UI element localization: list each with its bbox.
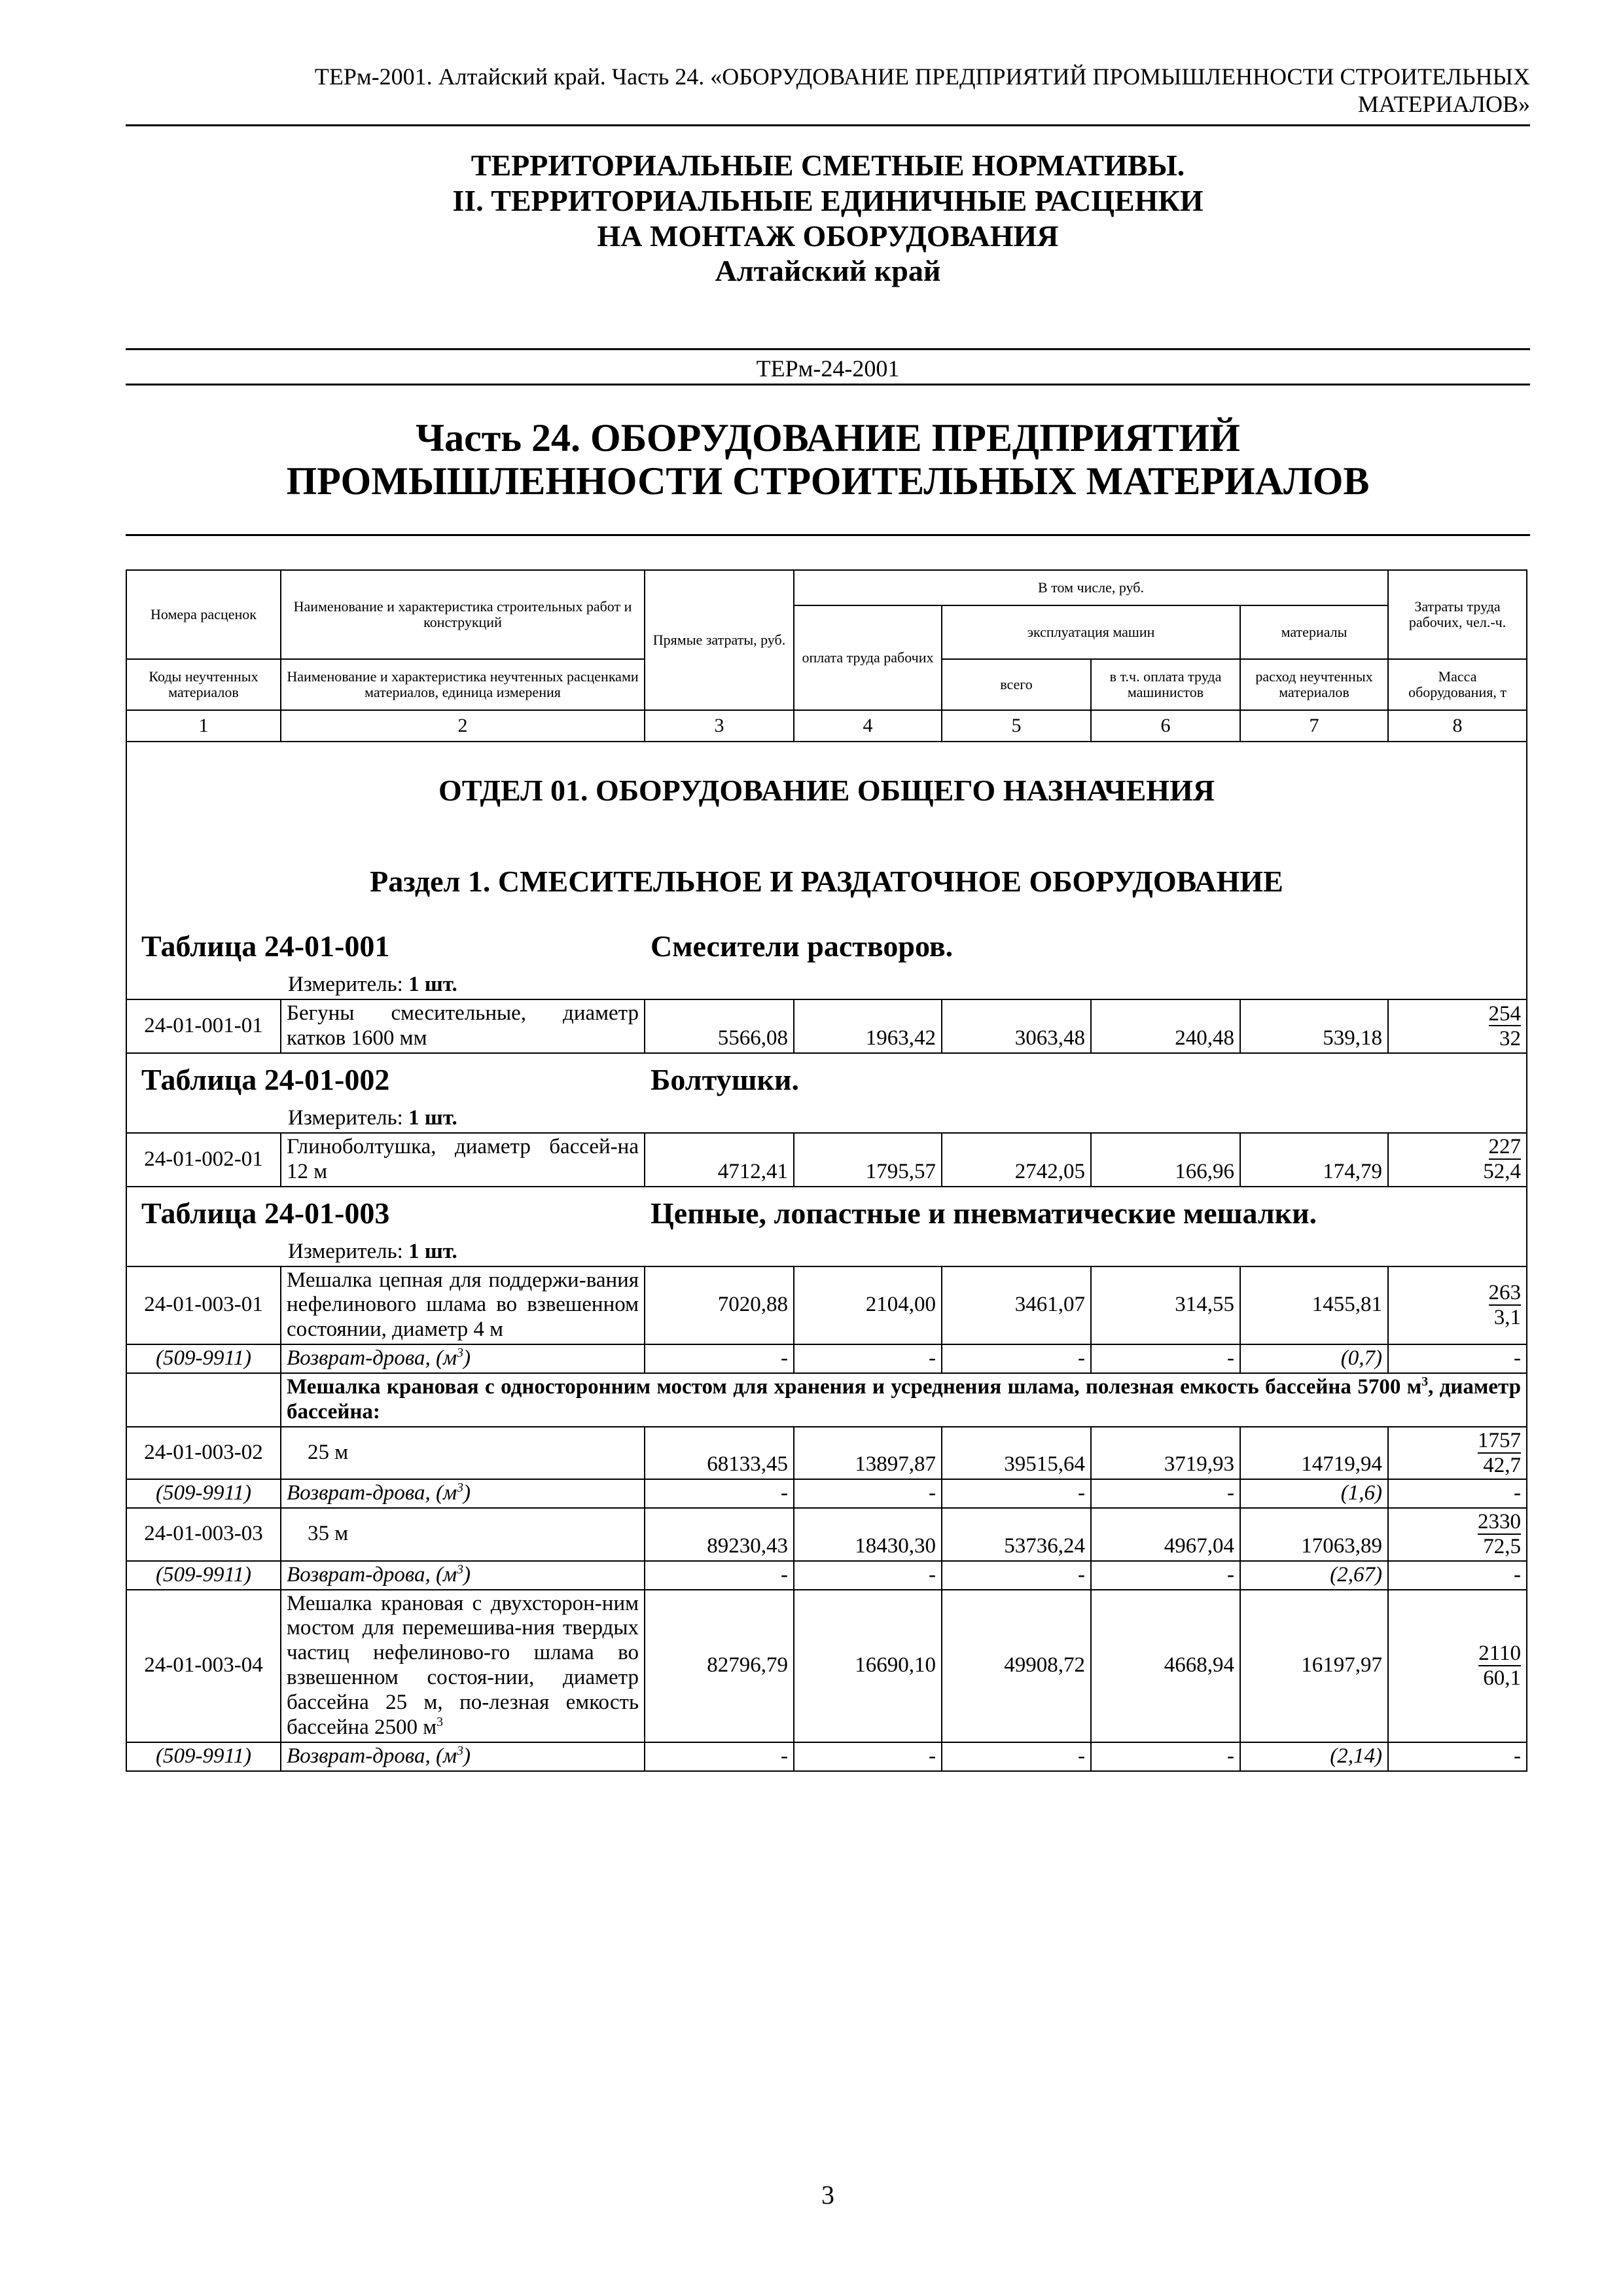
unaccounted-material-row — [126, 1479, 1527, 1508]
running-header-line: ТЕРм-2001. Алтайский край. Часть 24. «ОБОРУДОВАНИЕ ПРЕДПРИЯТИЙ ПРОМЫШЛЕННОСТИ СТРОИТЕЛЬНЫХ — [314, 63, 1530, 90]
header-row — [126, 570, 1527, 605]
direct-costs: 7020,88 — [645, 1266, 794, 1345]
meter-line — [127, 1237, 1526, 1266]
labor-and-mass — [1388, 1133, 1527, 1187]
section-row — [126, 742, 1527, 920]
meter-value: 1 шт. — [408, 972, 457, 996]
dash-cell: - — [1388, 1344, 1527, 1373]
labor-pay: 1963,42 — [794, 999, 942, 1053]
table-number: Таблица 24-01-002 — [141, 1062, 390, 1096]
dash-cell: - — [1091, 1344, 1240, 1373]
table-row — [126, 1590, 1527, 1743]
rate-name: 25 м — [281, 1427, 645, 1479]
table-name: Болтушки. — [651, 1062, 799, 1096]
machinists-pay: 4668,94 — [1091, 1590, 1240, 1743]
direct-costs: 4712,41 — [645, 1133, 794, 1187]
header-rate-numbers: Номера расценок — [126, 570, 281, 659]
dash-cell: - — [942, 1742, 1091, 1771]
table-row — [126, 1133, 1527, 1187]
column-number: 5 — [942, 710, 1091, 742]
page-number: 3 — [821, 2180, 834, 2210]
title-line: НА МОНТАЖ ОБОРУДОВАНИЯ — [597, 219, 1059, 253]
direct-costs: 82796,79 — [645, 1590, 794, 1743]
machines-total: 53736,24 — [942, 1508, 1091, 1560]
document-title — [126, 148, 1530, 289]
labor-and-mass — [1388, 1427, 1527, 1479]
meter-line — [127, 970, 1526, 999]
column-number: 1 — [126, 710, 281, 742]
section-heading — [126, 742, 1527, 920]
table-heading — [126, 1187, 1527, 1266]
rate-code: 24-01-003-01 — [126, 1266, 281, 1345]
table-heading-row — [126, 1187, 1527, 1266]
dash-cell: - — [1388, 1561, 1527, 1590]
rate-code: 24-01-003-02 — [126, 1427, 281, 1479]
material-name: Возврат-дрова, $(м^3)$ — [281, 1561, 645, 1590]
dash-cell: - — [794, 1479, 942, 1508]
labor-hours: 2110 — [1478, 1641, 1522, 1666]
labor-hours: 227 — [1488, 1135, 1522, 1159]
material-consumption: (2,14) — [1240, 1742, 1388, 1771]
dash-cell: - — [1388, 1479, 1527, 1508]
machines-total: 3461,07 — [942, 1266, 1091, 1345]
table-name: Цепные, лопастные и пневматические мешалки. — [651, 1196, 1317, 1230]
machinists-pay: 240,48 — [1091, 999, 1240, 1053]
equipment-mass: 60,1 — [1483, 1666, 1522, 1691]
rate-code: 24-01-001-01 — [126, 999, 281, 1053]
column-number-row — [126, 710, 1527, 742]
empty-cell — [126, 1373, 281, 1427]
table-row — [126, 1266, 1527, 1345]
labor-pay: 18430,30 — [794, 1508, 942, 1560]
header-unaccounted-consumption: расход неучтенных материалов — [1240, 659, 1388, 710]
part-title-line: Часть 24. ОБОРУДОВАНИЕ ПРЕДПРИЯТИЙ — [416, 416, 1240, 459]
labor-and-mass — [1388, 999, 1527, 1053]
material-code: (509-9911) — [126, 1344, 281, 1373]
unaccounted-material-row — [126, 1561, 1527, 1590]
equipment-mass: 52,4 — [1483, 1160, 1522, 1184]
machinists-pay: 3719,93 — [1091, 1427, 1240, 1479]
column-number: 6 — [1091, 710, 1240, 742]
meter-label: Измеритель: — [288, 1105, 403, 1130]
header-including: В том числе, руб. — [794, 570, 1388, 605]
labor-and-mass — [1388, 1590, 1527, 1743]
rates-table — [126, 569, 1527, 1772]
equipment-mass: 32 — [1499, 1026, 1522, 1050]
rate-code: 24-01-003-04 — [126, 1590, 281, 1743]
materials-cost: 16197,97 — [1240, 1590, 1388, 1743]
header-unaccounted-name: Наименование и характеристика неучтенных расценками материалов, единица измерения — [281, 659, 645, 710]
header-labor-pay: оплата труда рабочих — [794, 605, 942, 710]
dash-cell: - — [942, 1561, 1091, 1590]
table-row — [126, 1427, 1527, 1479]
unaccounted-material-row — [126, 1742, 1527, 1771]
title-line: Алтайский край — [715, 254, 941, 288]
table-heading-row — [126, 920, 1527, 999]
header-work-name: Наименование и характеристика строительных работ и конструкций — [281, 570, 645, 659]
material-code: (509-9911) — [126, 1479, 281, 1508]
direct-costs: 68133,45 — [645, 1427, 794, 1479]
machinists-pay: 4967,04 — [1091, 1508, 1240, 1560]
table-row — [126, 999, 1527, 1053]
dash-cell: - — [794, 1561, 942, 1590]
dash-cell: - — [1091, 1742, 1240, 1771]
dash-cell: - — [645, 1561, 794, 1590]
part-title-line: ПРОМЫШЛЕННОСТИ СТРОИТЕЛЬНЫХ МАТЕРИАЛОВ — [286, 459, 1370, 503]
table-heading-row — [126, 1053, 1527, 1133]
materials-cost: 539,18 — [1240, 999, 1388, 1053]
dash-cell: - — [942, 1479, 1091, 1508]
table-heading — [126, 920, 1527, 999]
column-number: 2 — [281, 710, 645, 742]
material-code: (509-9911) — [126, 1561, 281, 1590]
unaccounted-material-row — [126, 1344, 1527, 1373]
direct-costs: 5566,08 — [645, 999, 794, 1053]
equipment-mass: 3,1 — [1493, 1306, 1522, 1330]
meter-label: Измеритель: — [288, 972, 403, 996]
labor-and-mass — [1388, 1266, 1527, 1345]
rate-name: Бегуны смесительные, диаметр катков 1600 мм — [281, 999, 645, 1053]
dash-cell: - — [1091, 1479, 1240, 1508]
dash-cell: - — [645, 1344, 794, 1373]
material-code: (509-9911) — [126, 1742, 281, 1771]
machinists-pay: 314,55 — [1091, 1266, 1240, 1345]
title-line: II. ТЕРРИТОРИАЛЬНЫЕ ЕДИНИЧНЫЕ РАСЦЕНКИ — [452, 183, 1204, 217]
material-consumption: (1,6) — [1240, 1479, 1388, 1508]
header-direct-costs: Прямые затраты, руб. — [645, 570, 794, 710]
materials-cost: 17063,89 — [1240, 1508, 1388, 1560]
title-line: ТЕРРИТОРИАЛЬНЫЕ СМЕТНЫЕ НОРМАТИВЫ. — [471, 149, 1185, 182]
table-number: Таблица 24-01-003 — [141, 1196, 390, 1230]
direct-costs: 89230,43 — [645, 1508, 794, 1560]
otdel-title: ОТДЕЛ 01. ОБОРУДОВАНИЕ ОБЩЕГО НАЗНАЧЕНИЯ — [438, 774, 1215, 807]
rate-name: Мешалка крановая с двухсторон-ним мостом для перемешива-ния твердых частиц нефелиново-го шлама во взвешенном состоя-нии, диаметр бассейна 25 м, по-лезная емкость бассейна 2500 $м^3$ — [281, 1590, 645, 1743]
code-rule-bottom — [126, 384, 1530, 386]
labor-pay: 2104,00 — [794, 1266, 942, 1345]
materials-cost: 14719,94 — [1240, 1427, 1388, 1479]
razdel-title: Раздел 1. СМЕСИТЕЛЬНОЕ И РАЗДАТОЧНОЕ ОБОРУДОВАНИЕ — [370, 864, 1283, 898]
rate-name: 35 м — [281, 1508, 645, 1560]
rate-name: Мешалка цепная для поддержи-вания нефелинового шлама во взвешенном состоянии, диаметр 4 м — [281, 1266, 645, 1345]
dash-cell: - — [794, 1344, 942, 1373]
labor-pay: 13897,87 — [794, 1427, 942, 1479]
labor-hours: 254 — [1488, 1001, 1522, 1026]
code-rule-top — [126, 348, 1530, 350]
labor-pay: 1795,57 — [794, 1133, 942, 1187]
machines-total: 3063,48 — [942, 999, 1091, 1053]
part-title — [126, 416, 1530, 503]
part-title-rule — [126, 534, 1530, 536]
header-materials: материалы — [1240, 605, 1388, 659]
meter-value: 1 шт. — [408, 1105, 457, 1130]
meter-line — [127, 1103, 1526, 1132]
meter-value: 1 шт. — [408, 1239, 457, 1263]
labor-and-mass — [1388, 1508, 1527, 1560]
table-number: Таблица 24-01-001 — [141, 929, 390, 963]
column-number: 7 — [1240, 710, 1388, 742]
labor-hours: 2330 — [1478, 1510, 1522, 1534]
equipment-mass: 42,7 — [1483, 1454, 1522, 1478]
header-machine-operation: эксплуатация машин — [942, 605, 1240, 659]
header-machinist-pay: в т.ч. оплата труда машинистов — [1091, 659, 1240, 710]
dash-cell: - — [1388, 1742, 1527, 1771]
column-number: 8 — [1388, 710, 1527, 742]
document-code: ТЕРм-24-2001 — [756, 355, 900, 382]
dash-cell: - — [942, 1344, 1091, 1373]
header-unaccounted-codes: Коды неучтенных материалов — [126, 659, 281, 710]
equipment-mass: 72,5 — [1483, 1535, 1522, 1559]
meter-label: Измеритель: — [288, 1239, 403, 1263]
rate-code: 24-01-002-01 — [126, 1133, 281, 1187]
machines-total: 2742,05 — [942, 1133, 1091, 1187]
labor-pay: 16690,10 — [794, 1590, 942, 1743]
material-consumption: (0,7) — [1240, 1344, 1388, 1373]
group-heading-row — [126, 1373, 1527, 1427]
column-number: 4 — [794, 710, 942, 742]
table-row — [126, 1508, 1527, 1560]
machines-total: 39515,64 — [942, 1427, 1091, 1479]
header-labor-costs: Затраты труда рабочих, чел.-ч. — [1388, 570, 1527, 659]
rate-code: 24-01-003-03 — [126, 1508, 281, 1560]
dash-cell: - — [1091, 1561, 1240, 1590]
dash-cell: - — [645, 1742, 794, 1771]
material-consumption: (2,67) — [1240, 1561, 1388, 1590]
machinists-pay: 166,96 — [1091, 1133, 1240, 1187]
machines-total: 49908,72 — [942, 1590, 1091, 1743]
header-equipment-mass: Масса оборудования, т — [1388, 659, 1527, 710]
dash-cell: - — [794, 1742, 942, 1771]
table-heading — [126, 1053, 1527, 1133]
running-header — [126, 63, 1530, 118]
table-name: Смесители растворов. — [651, 929, 954, 963]
materials-cost: 1455,81 — [1240, 1266, 1388, 1345]
material-name: Возврат-дрова, $(м^3)$ — [281, 1479, 645, 1508]
dash-cell: - — [645, 1479, 794, 1508]
rate-name: Глиноболтушка, диаметр бассей-на 12 м — [281, 1133, 645, 1187]
running-header-line: МАТЕРИАЛОВ» — [1357, 91, 1530, 118]
materials-cost: 174,79 — [1240, 1133, 1388, 1187]
header-divider — [126, 124, 1530, 126]
labor-hours: 1757 — [1478, 1429, 1522, 1453]
group-heading: Мешалка крановая с односторонним мостом для хранения и усреднения шлама, полезная емкость бассейна 5700 $м^3$, диаметр бассейна: — [281, 1373, 1527, 1427]
header-total: всего — [942, 659, 1091, 710]
labor-hours: 263 — [1488, 1281, 1522, 1305]
material-name: Возврат-дрова, $(м^3)$ — [281, 1742, 645, 1771]
column-number: 3 — [645, 710, 794, 742]
material-name: Возврат-дрова, $(м^3)$ — [281, 1344, 645, 1373]
